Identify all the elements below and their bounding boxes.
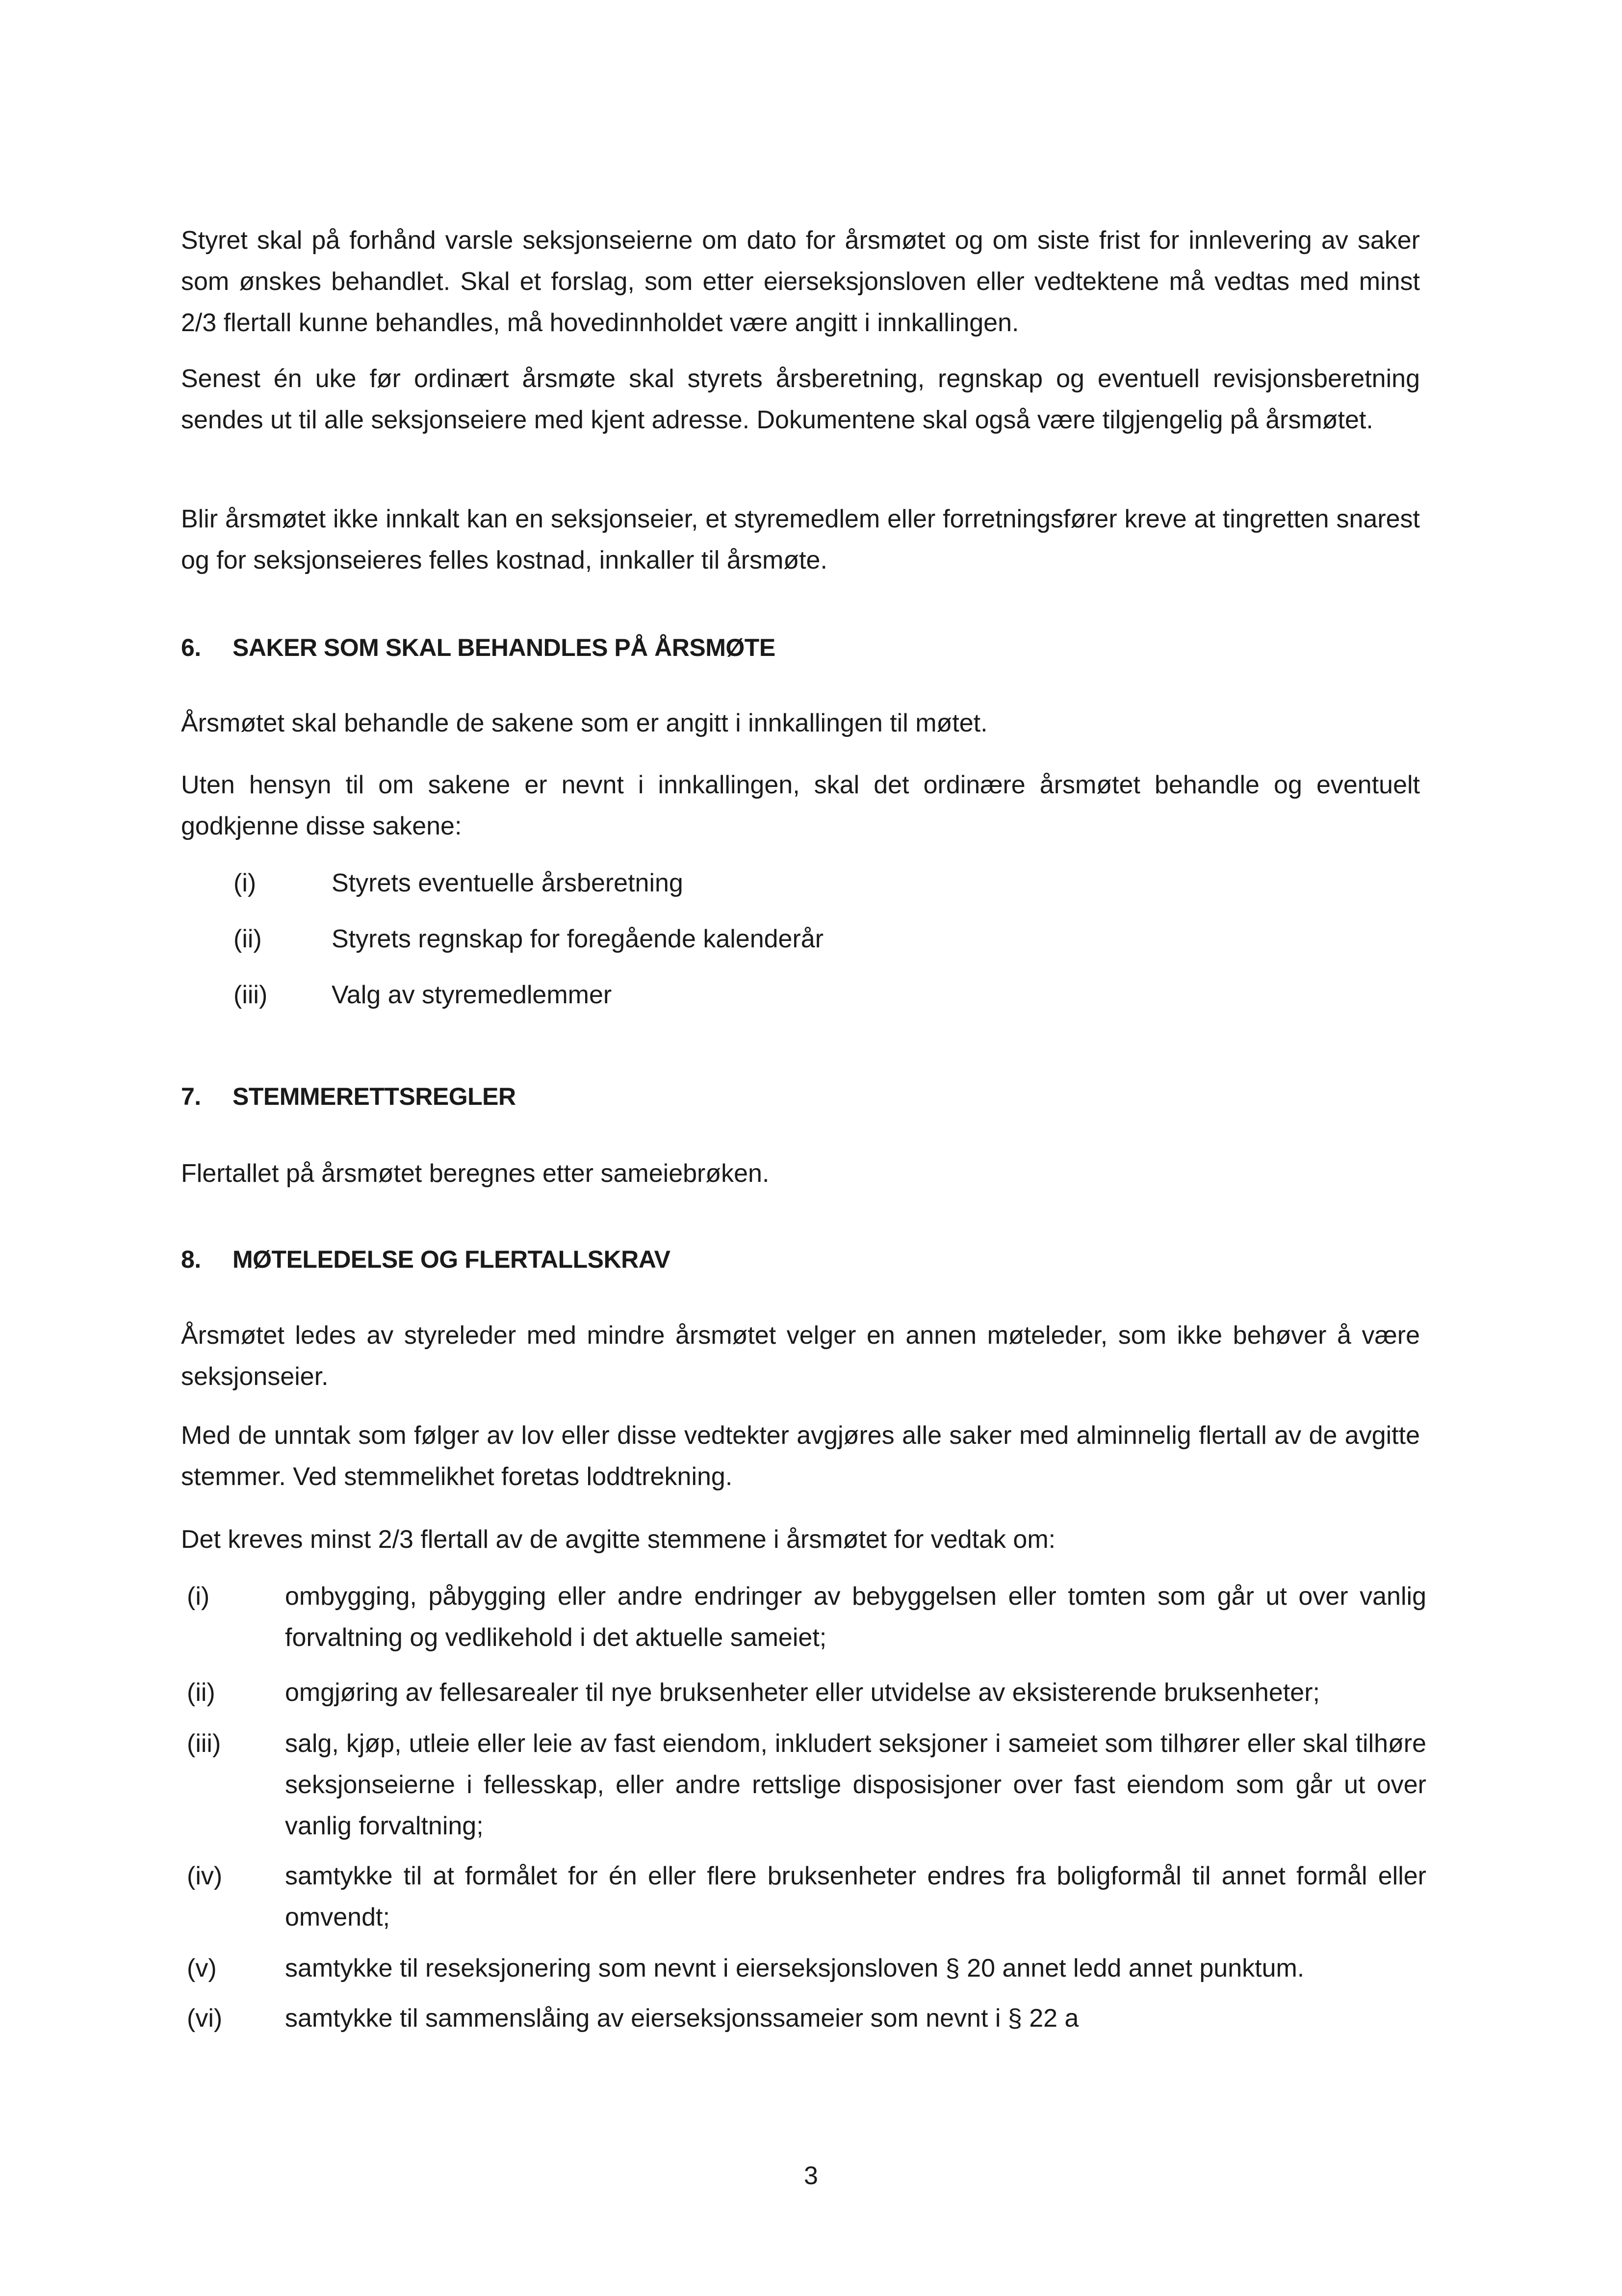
section-8-number: 8.	[181, 1246, 201, 1273]
list-item	[187, 1672, 1426, 1713]
section-6-number: 6.	[181, 634, 201, 661]
list-item	[187, 1855, 1426, 1938]
list-marker: (vi)	[187, 2004, 223, 2033]
section-8-paragraph-2: Med de unntak som følger av lov eller disse vedtekter avgjøres alle saker med alminnelig flertall av de avgitte stemmer. Ved stemmelikhet foretas loddtrekning.	[181, 1421, 1420, 1491]
list-text: Styrets eventuelle årsberetning	[332, 869, 683, 897]
paragraph-notice: Styret skal på forhånd varsle seksjonseierne om dato for årsmøtet og om siste frist for innlevering av saker som ønskes behandlet. Skal et forslag, som etter eierseksjonsloven eller vedtektene må vedtas med minst 2/3 flertall kunne behandles, må hovedinnholdet være angitt i innkallingen.	[181, 226, 1420, 337]
list-marker: (iii)	[233, 981, 268, 1009]
section-7-number: 7.	[181, 1083, 201, 1110]
list-text: samtykke til at formålet for én eller flere bruksenheter endres fra boligformål til annet formål eller omvendt;	[285, 1862, 1426, 1931]
section-7-title: STEMMERETTSREGLER	[232, 1083, 516, 1110]
list-marker: (ii)	[187, 1678, 215, 1707]
section-6-title: SAKER SOM SKAL BEHANDLES PÅ ÅRSMØTE	[232, 634, 775, 661]
list-item	[233, 918, 1214, 960]
list-text: samtykke til reseksjonering som nevnt i eierseksjonsloven § 20 annet ledd annet punktum.	[285, 1954, 1305, 1983]
list-item	[233, 862, 1214, 904]
list-marker: (v)	[187, 1954, 217, 1983]
list-marker: (i)	[233, 869, 257, 897]
section-6-paragraph-1: Årsmøtet skal behandle de sakene som er angitt i innkallingen til møtet.	[181, 709, 988, 737]
list-marker: (i)	[187, 1582, 210, 1611]
list-text: Styrets regnskap for foregående kalenderår	[332, 925, 824, 953]
section-6-paragraph-2: Uten hensyn til om sakene er nevnt i innkallingen, skal det ordinære årsmøtet behandle og eventuelt godkjenne disse sakene:	[181, 771, 1420, 840]
section-8-title: MØTELEDELSE OG FLERTALLSKRAV	[232, 1246, 670, 1273]
paragraph-court-summons: Blir årsmøtet ikke innkalt kan en seksjonseier, et styremedlem eller forretningsfører kreve at tingretten snarest og for seksjonseieres felles kostnad, innkaller til årsmøte.	[181, 505, 1420, 574]
section-6-heading	[181, 630, 775, 665]
list-item	[233, 974, 1214, 1016]
list-marker: (iii)	[187, 1729, 221, 1758]
list-item	[187, 1948, 1426, 1989]
list-text: omgjøring av fellesarealer til nye bruksenheter eller utvidelse av eksisterende bruksenheter;	[285, 1678, 1320, 1707]
list-text: Valg av styremedlemmer	[332, 981, 612, 1009]
section-8-paragraph-3: Det kreves minst 2/3 flertall av de avgitte stemmene i årsmøtet for vedtak om:	[181, 1525, 1056, 1554]
list-marker: (ii)	[233, 925, 262, 953]
list-item	[187, 1998, 1426, 2039]
list-text: ombygging, påbygging eller andre endringer av bebyggelsen eller tomten som går ut over vanlig forvaltning og vedlikehold i det aktuelle sameiet;	[285, 1582, 1426, 1652]
section-8-heading	[181, 1242, 670, 1277]
list-item	[187, 1723, 1426, 1847]
list-marker: (iv)	[187, 1862, 223, 1890]
section-7-paragraph-1: Flertallet på årsmøtet beregnes etter sameiebrøken.	[181, 1159, 770, 1188]
section-8-paragraph-1: Årsmøtet ledes av styreleder med mindre årsmøtet velger en annen møteleder, som ikke behøver å være seksjonseier.	[181, 1321, 1420, 1391]
page-number: 3	[804, 2162, 818, 2190]
list-item	[187, 1576, 1426, 1658]
list-text: salg, kjøp, utleie eller leie av fast eiendom, inkludert seksjoner i sameiet som tilhører eller skal tilhøre seksjonseierne i fellesskap, eller andre rettslige disposisjoner over fast eiendom som går ut over vanlig forvaltning;	[285, 1729, 1426, 1840]
list-text: samtykke til sammenslåing av eierseksjonssameier som nevnt i § 22 a	[285, 2004, 1079, 2033]
section-7-heading	[181, 1079, 516, 1114]
paragraph-documents: Senest én uke før ordinært årsmøte skal styrets årsberetning, regnskap og eventuell revisjonsberetning sendes ut til alle seksjonseiere med kjent adresse. Dokumentene skal også være tilgjengelig på årsmøtet.	[181, 365, 1420, 434]
